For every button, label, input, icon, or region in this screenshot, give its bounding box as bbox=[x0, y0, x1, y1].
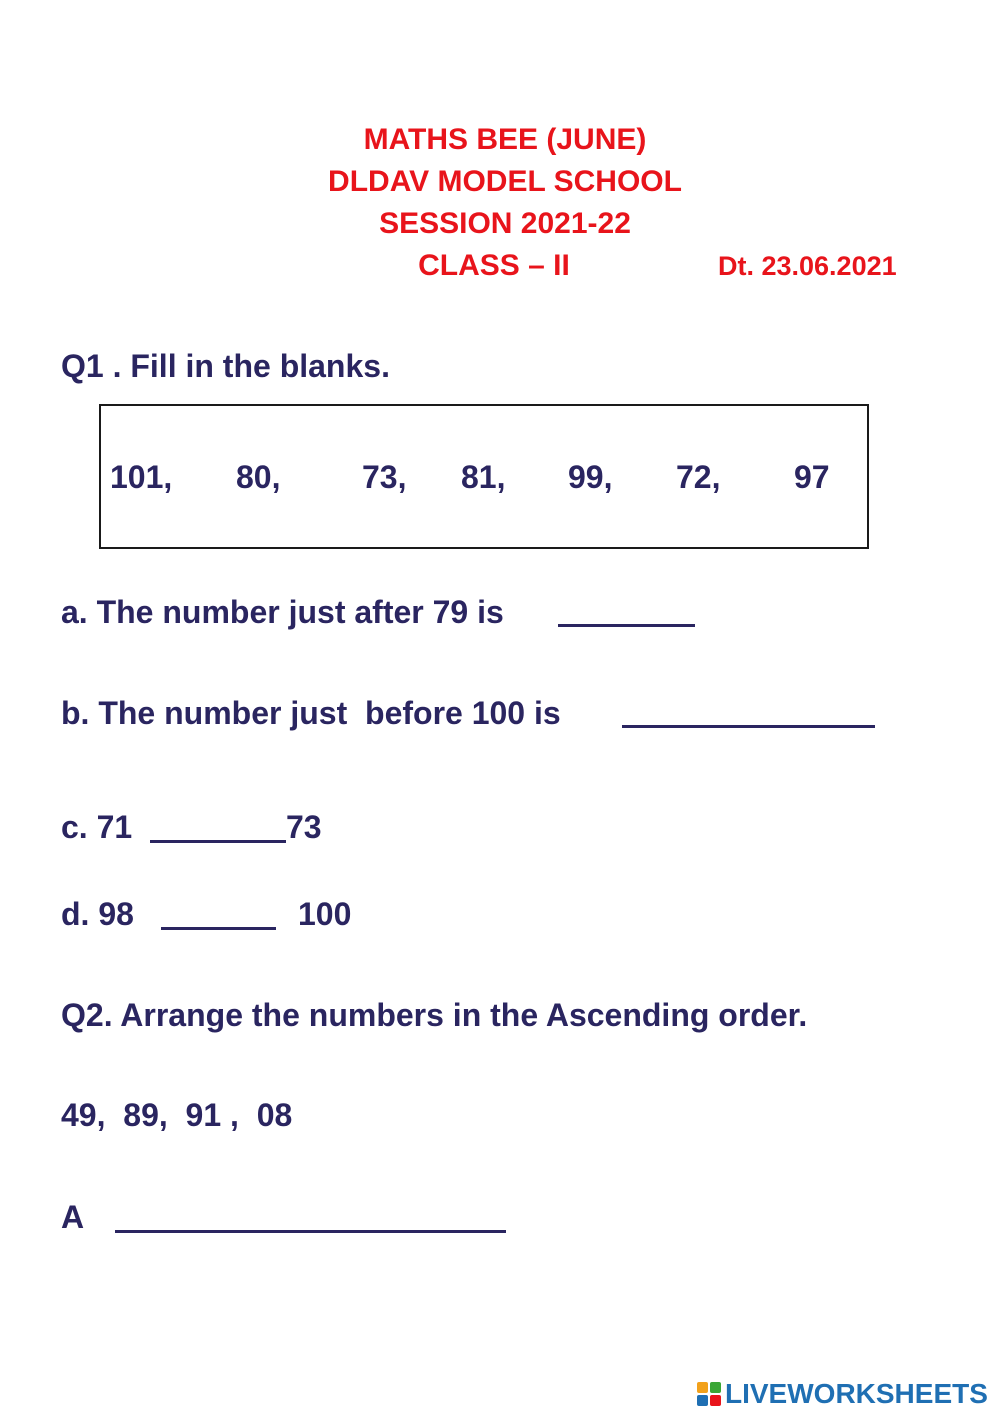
logo-text: LIVEWORKSHEETS bbox=[725, 1378, 988, 1409]
answer-blank-d[interactable] bbox=[161, 927, 276, 930]
title-line-1: MATHS BEE (JUNE) bbox=[363, 123, 647, 156]
q1-b: b. The number just before 100 is bbox=[61, 695, 561, 731]
q1-d-left: d. 98 bbox=[61, 896, 134, 932]
liveworksheets-logo bbox=[697, 1378, 988, 1410]
box-number: 101, bbox=[110, 459, 173, 495]
date: Dt. 23.06.2021 bbox=[718, 251, 897, 281]
q1-title: Q1 . Fill in the blanks. bbox=[61, 348, 390, 384]
answer-blank-c[interactable] bbox=[150, 840, 286, 843]
box-number: 73, bbox=[362, 459, 407, 495]
q1-d-right: 100 bbox=[298, 896, 352, 932]
session: SESSION 2021-22 bbox=[379, 207, 631, 240]
answer-blank-q2[interactable] bbox=[115, 1230, 506, 1233]
q1-c-right: 73 bbox=[286, 809, 322, 845]
box-number: 80, bbox=[236, 459, 281, 495]
q2-title: Q2. Arrange the numbers in the Ascending order. bbox=[61, 997, 808, 1033]
q2-answer-label: A bbox=[61, 1199, 85, 1235]
answer-blank-a[interactable] bbox=[558, 624, 695, 627]
box-number: 81, bbox=[461, 459, 506, 495]
school-name: DLDAV MODEL SCHOOL bbox=[328, 165, 682, 198]
box-number: 72, bbox=[676, 459, 721, 495]
q1-a: a. The number just after 79 is bbox=[61, 594, 504, 630]
box-number: 97 bbox=[794, 459, 830, 495]
answer-blank-b[interactable] bbox=[622, 725, 875, 728]
box-number: 99, bbox=[568, 459, 613, 495]
liveworksheets-icon bbox=[697, 1382, 721, 1406]
q2-numbers: 49, 89, 91 , 08 bbox=[61, 1097, 293, 1133]
q1-c-left: c. 71 bbox=[61, 809, 133, 845]
class-label: CLASS – II bbox=[418, 249, 570, 282]
